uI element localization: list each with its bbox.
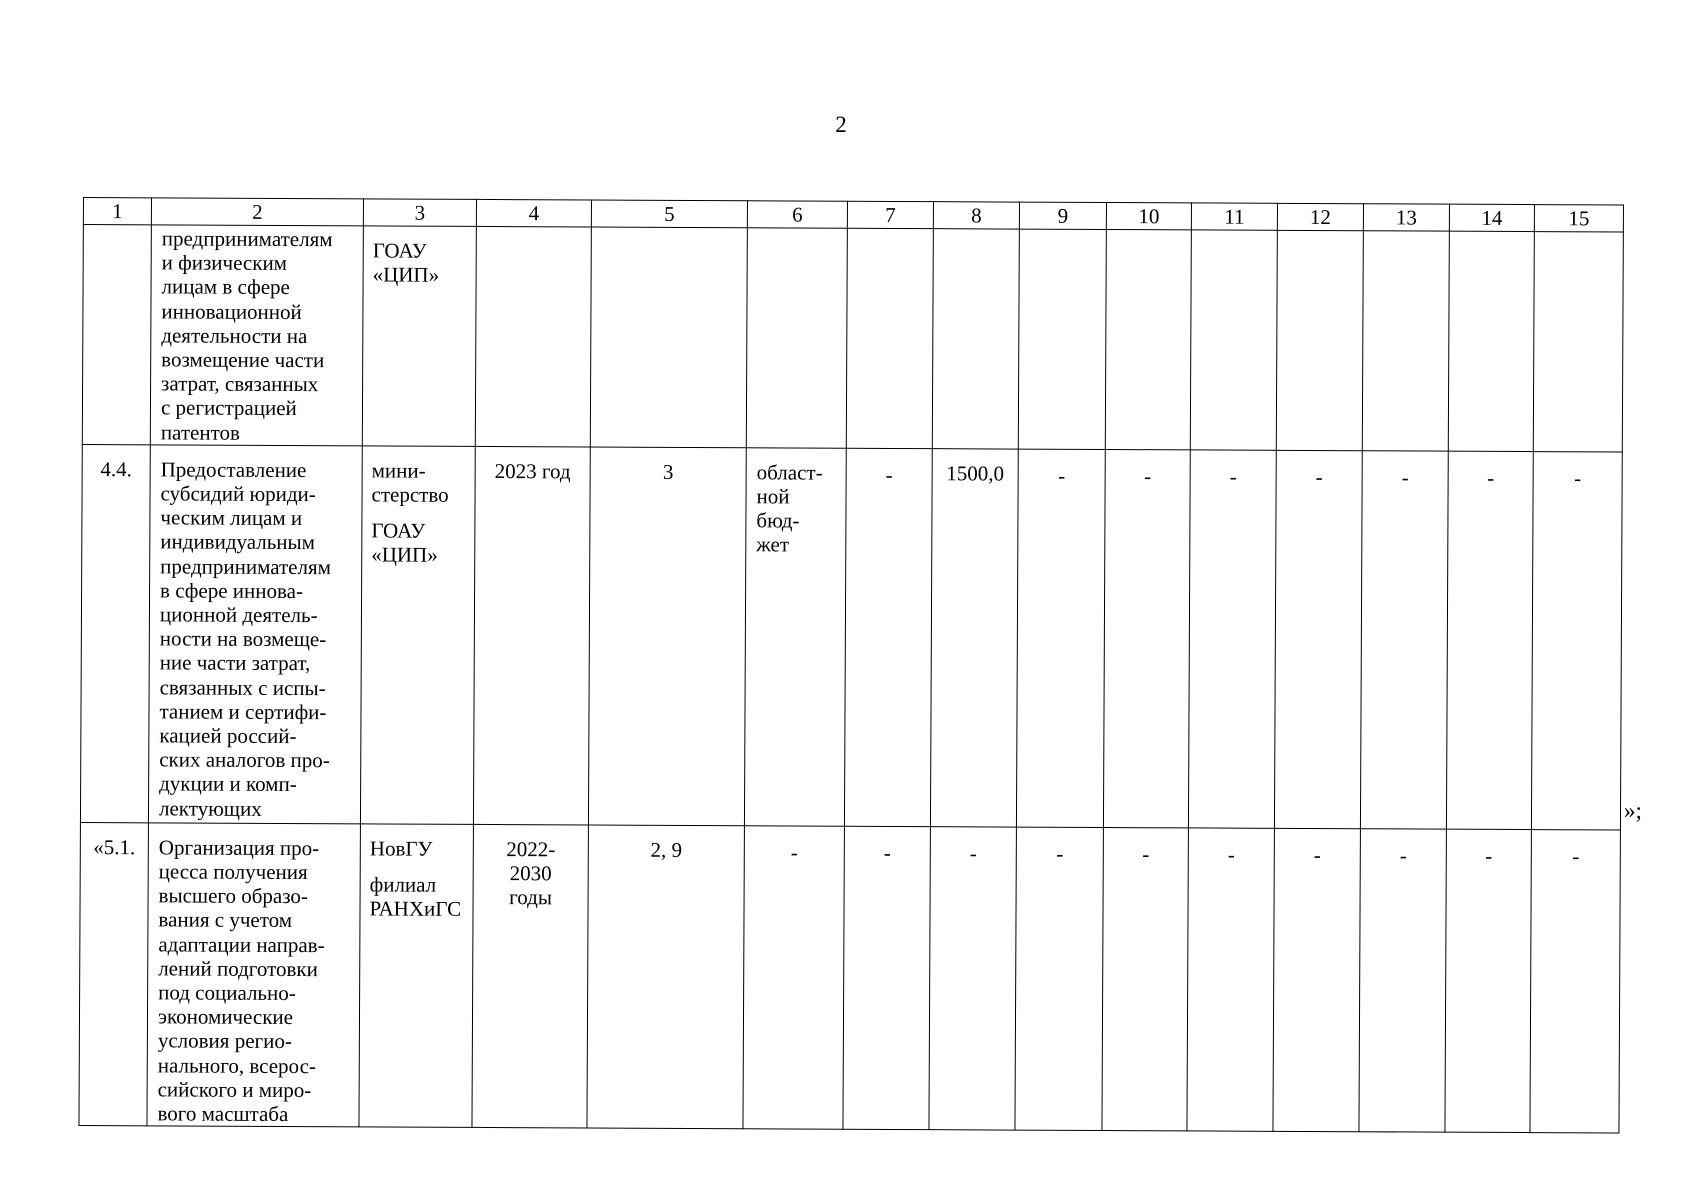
executor-list [364, 226, 476, 287]
column-header: 8 [933, 202, 1019, 229]
page-number: 2 [835, 112, 847, 137]
row-number: «5.1. [93, 834, 136, 860]
executor-list [360, 824, 472, 921]
description-line: инновационной [161, 298, 302, 324]
funding-source-line: бюд- [756, 508, 800, 533]
cell-value: - [1401, 465, 1409, 490]
column-header: 10 [1106, 203, 1191, 230]
cell-value: - [1056, 841, 1064, 866]
target-indicator-value: 3 [662, 459, 674, 484]
description-line: деятельности на [161, 323, 308, 348]
program-measures-table [78, 197, 1624, 1134]
value-cell [930, 448, 1018, 826]
description-line: индивидуальным [160, 529, 316, 555]
column-header: 6 [747, 201, 847, 228]
value-cell [1276, 230, 1363, 450]
description-line: дукции и комп- [159, 771, 297, 797]
measure-description [149, 445, 362, 821]
description-line: кацией россий- [159, 723, 297, 749]
value-cell [1102, 827, 1188, 1131]
description-line: танием и сертифи- [159, 699, 327, 725]
cell-value: - [1229, 464, 1237, 489]
description-line: лений подготовки [158, 956, 318, 982]
target-indicator-value: 2, 9 [650, 837, 683, 862]
value-cell [1015, 827, 1103, 1131]
value-cell [1446, 451, 1533, 829]
funding-source-cell [746, 228, 847, 448]
cell-value: - [1487, 465, 1495, 490]
value-cell [1533, 232, 1623, 452]
cell-value: - [885, 462, 893, 487]
description-line: лицам в сфере [161, 274, 290, 300]
column-header: 4 [476, 199, 591, 227]
cell-value: - [1315, 464, 1323, 489]
description-line: ских аналогов про- [159, 747, 330, 773]
executor-line: ГОАУ [371, 518, 426, 543]
description-line: ционной деятель- [159, 602, 318, 628]
description-line: вого масштаба [157, 1101, 289, 1127]
description-line: экономические [157, 1004, 294, 1030]
cell-value: - [883, 840, 891, 865]
period-cell [475, 226, 591, 446]
executor-cell [359, 824, 473, 1128]
executor-line: «ЦИП» [371, 542, 438, 567]
column-header: 9 [1019, 202, 1106, 229]
funding-source-line: ной [756, 484, 790, 509]
period-line: годы [509, 884, 553, 910]
description-line: ческим лицам и [160, 505, 303, 531]
cell-value: 1500,0 [946, 461, 1005, 486]
measure-description [147, 823, 359, 1126]
value-cell [1360, 451, 1448, 829]
cell-value: - [1227, 842, 1235, 867]
value-cell [1105, 230, 1191, 450]
row-number-cell [79, 822, 148, 1126]
funding-source: - [790, 840, 798, 865]
column-header: 15 [1534, 205, 1623, 232]
value-cell [1448, 231, 1534, 451]
funding-source-line: област- [756, 460, 823, 485]
column-header: 13 [1363, 204, 1449, 231]
column-header: 3 [363, 199, 476, 227]
cell-value: - [1572, 844, 1580, 869]
closing-quote-mark: »; [1624, 798, 1642, 823]
column-header: 1 [83, 198, 151, 225]
value-cell [844, 448, 932, 826]
funding-source-cell [743, 826, 844, 1130]
description-line: и физическим [161, 250, 288, 276]
period-line: 2030 [509, 860, 552, 886]
column-header: 5 [591, 200, 747, 228]
value-cell [1359, 829, 1446, 1133]
funding-source-line: жет [756, 532, 790, 557]
period-cell [473, 446, 590, 825]
column-header: 12 [1277, 203, 1363, 230]
executor-line: НовГУ [369, 836, 433, 861]
value-cell [1187, 828, 1274, 1132]
cell-value: - [1399, 843, 1407, 868]
cell-value: - [969, 841, 977, 866]
description-line: адаптации направ- [158, 932, 325, 957]
cell-value: - [1574, 466, 1582, 491]
value-cell [1530, 829, 1620, 1133]
value-cell [929, 826, 1016, 1130]
value-cell [1103, 449, 1190, 827]
funding-source [746, 448, 846, 556]
period-value: 2023 год [494, 458, 571, 484]
description-line: патентов [160, 420, 240, 445]
description-line: Организация про- [158, 835, 320, 860]
value-cell [1531, 451, 1622, 829]
executor-line: «ЦИП» [372, 262, 440, 287]
description-line: возмещение части [161, 347, 325, 373]
target-indicator-cell [588, 447, 746, 826]
description-line: лектующих [158, 796, 262, 821]
description-line: в сфере иннова- [160, 578, 304, 603]
executor-line: стерство [371, 482, 449, 507]
value-cell [1273, 828, 1360, 1132]
description-line: нального, всерос- [157, 1053, 316, 1078]
value-cell [1445, 829, 1531, 1133]
row-number-cell [82, 225, 151, 445]
value-cell [843, 826, 930, 1130]
value-cell [1016, 449, 1105, 827]
period-cell [472, 824, 588, 1128]
description-line: затрат, связанных [161, 371, 319, 397]
table-row [80, 444, 1622, 830]
cell-value: - [1485, 843, 1493, 868]
executor-line: ГОАУ [372, 238, 427, 263]
value-cell [932, 229, 1019, 449]
description-line: ние части затрат, [159, 650, 311, 676]
value-cell [846, 228, 933, 448]
measure-description-cell [147, 823, 360, 1127]
row-number: 4.4. [100, 456, 132, 482]
executor-line: филиал [369, 872, 437, 897]
description-line: цесса получения [158, 859, 308, 885]
description-line: с регистрацией [160, 395, 297, 421]
cell-value: - [1144, 464, 1152, 489]
description-line: сийского и миро- [157, 1077, 312, 1102]
description-line: Предоставление [160, 457, 307, 482]
column-header: 2 [151, 198, 363, 226]
description-line: вания с учетом [158, 907, 293, 933]
value-cell [1018, 229, 1106, 449]
measure-description-cell [148, 445, 362, 824]
column-header: 7 [847, 201, 933, 228]
executor-cell [362, 226, 476, 446]
executor-list [362, 446, 475, 567]
description-line: предпринимателям [160, 554, 332, 579]
description-line: предпринимателям [161, 226, 333, 252]
value-cell [1190, 230, 1277, 450]
description-line: связанных с испы- [159, 675, 326, 700]
executor-line: РАНХиГС [369, 896, 462, 921]
description-line: ности на возмеще- [159, 626, 327, 652]
table-row [82, 225, 1623, 452]
column-header: 14 [1449, 204, 1534, 231]
measure-description [151, 225, 363, 445]
executor-cell [360, 446, 475, 825]
target-indicator-cell [587, 825, 744, 1129]
executor-line: мини- [371, 458, 426, 483]
measure-description-cell [150, 225, 363, 446]
description-line: субсидий юриди- [160, 481, 316, 507]
value-cell [1188, 450, 1276, 828]
description-line: под социально- [158, 980, 296, 1006]
target-indicator-cell [590, 227, 747, 448]
table-row [79, 822, 1620, 1133]
row-number-cell [80, 444, 150, 822]
description-line: условия регио- [157, 1028, 292, 1054]
period-line: 2022- [506, 836, 556, 862]
cell-value: - [1058, 463, 1066, 488]
column-header: 11 [1191, 203, 1277, 230]
funding-source-cell [744, 448, 846, 826]
cell-value: - [1142, 842, 1150, 867]
description-line: высшего образо- [158, 883, 309, 909]
cell-value: - [1313, 842, 1321, 867]
value-cell [1362, 231, 1449, 451]
value-cell [1274, 450, 1362, 828]
period-value [474, 825, 588, 910]
